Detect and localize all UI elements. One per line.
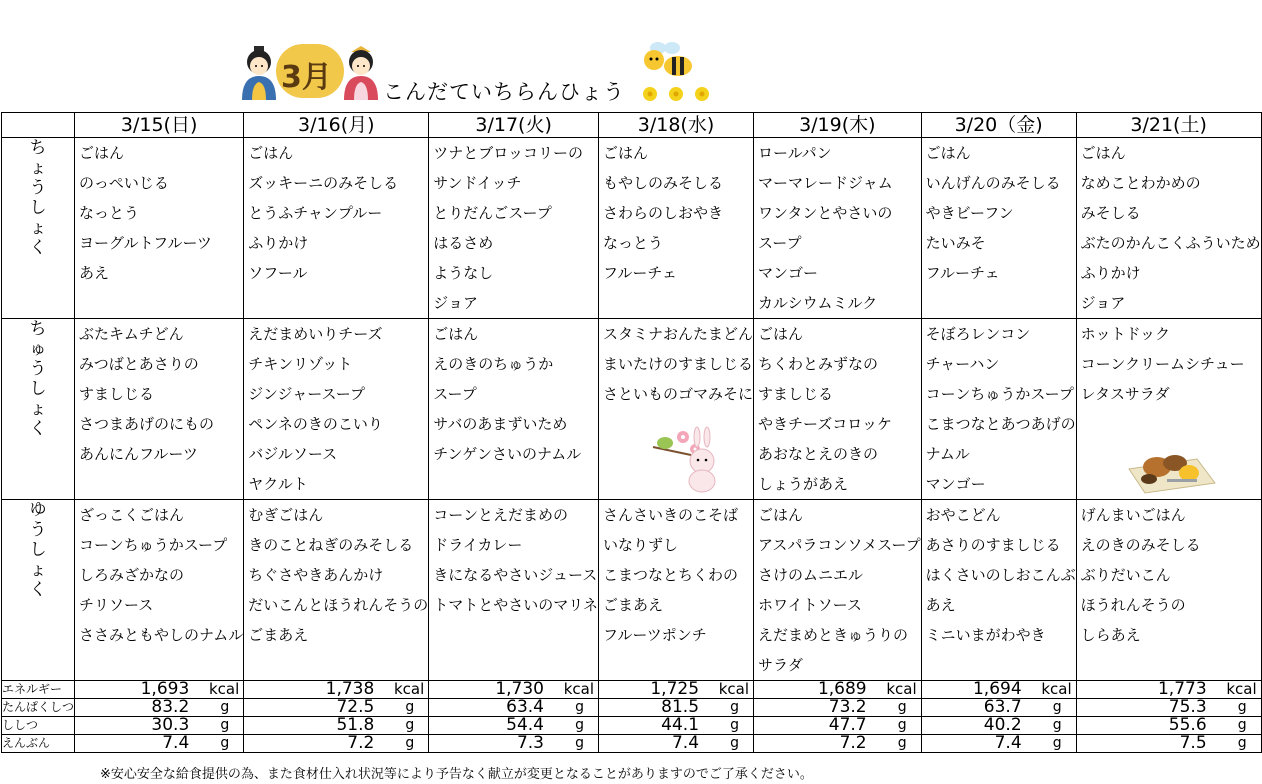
nutrition-cell: 40.2 g bbox=[921, 717, 1076, 735]
menu-cell bbox=[754, 319, 922, 500]
menu-cell bbox=[754, 138, 922, 319]
menu-item: さわらのしおやき bbox=[603, 204, 724, 222]
menu-item: げんまいごはん bbox=[1080, 506, 1186, 524]
menu-item: ヨーグルトフルーツ bbox=[79, 234, 212, 252]
month-badge-text: 3月 bbox=[281, 60, 332, 95]
menu-item: ペンネのきのこいり bbox=[248, 415, 383, 433]
menu-item: ホワイトソース bbox=[758, 596, 862, 614]
menu-item: きのことねぎのみそしる bbox=[248, 536, 414, 554]
nutrition-cell: 63.4 g bbox=[429, 699, 599, 717]
day-header-row bbox=[2, 113, 1262, 138]
menu-item: トマトとやさいのマリネ bbox=[433, 596, 598, 614]
hina-doll-icon bbox=[340, 44, 382, 102]
menu-item: ロールパン bbox=[758, 144, 832, 162]
menu-cell bbox=[1076, 319, 1261, 500]
menu-item: えだまめときゅうりの bbox=[758, 626, 909, 644]
menu-item: すましじる bbox=[758, 385, 834, 403]
menu-item: ホットドック bbox=[1080, 325, 1171, 343]
nutrition-cell: 7.4 g bbox=[75, 735, 244, 753]
menu-item: とうふチャンプルー bbox=[248, 204, 383, 222]
menu-item: さといものゴマみそに bbox=[603, 385, 754, 403]
menu-item: やきチーズコロッケ bbox=[758, 415, 892, 433]
nutrition-cell: 7.4 g bbox=[921, 735, 1076, 753]
nutrition-label: たんぱくしつ bbox=[2, 699, 75, 717]
menu-cell bbox=[1076, 500, 1261, 681]
nutrition-cell: 73.2 g bbox=[754, 699, 922, 717]
footnote: ※安心安全な給食提供の為、また食材仕入れ状況等により予告なく献立が変更となることがありますのでご了承ください。 bbox=[100, 767, 813, 782]
menu-item: いなりずし bbox=[603, 536, 679, 554]
bird-rabbit-illustration bbox=[649, 427, 729, 493]
menu-item: スープ bbox=[758, 234, 802, 252]
menu-item: だいこんとほうれんそうの bbox=[248, 596, 429, 614]
corner-cell bbox=[2, 113, 75, 138]
nutrition-row-energy bbox=[2, 681, 1262, 699]
menu-item: いんげんのみそしる bbox=[925, 174, 1061, 192]
menu-item: ごはん bbox=[79, 144, 125, 162]
nutrition-cell: 1,694 kcal bbox=[921, 681, 1076, 699]
nutrition-cell: 47.7 g bbox=[754, 717, 922, 735]
menu-item: えのきのちゅうか bbox=[433, 355, 554, 373]
nutrition-cell: 7.4 g bbox=[599, 735, 754, 753]
menu-item: まいたけのすましじる bbox=[603, 355, 754, 373]
menu-item: ごはん bbox=[603, 144, 649, 162]
nutrition-cell: 83.2 g bbox=[75, 699, 244, 717]
menu-item: ごはん bbox=[248, 144, 294, 162]
menu-cell bbox=[75, 138, 244, 319]
menu-item: はくさいのしおこんぶ bbox=[925, 566, 1076, 584]
menu-item: なっとう bbox=[603, 234, 664, 252]
menu-item: ごはん bbox=[925, 144, 971, 162]
nutrition-cell: 7.2 g bbox=[244, 735, 429, 753]
menu-item: ごはん bbox=[758, 325, 804, 343]
nutrition-label: エネルギー bbox=[2, 681, 75, 699]
menu-item: さんさいきのこそば bbox=[603, 506, 739, 524]
menu-item: むぎごはん bbox=[248, 506, 324, 524]
menu-table bbox=[1, 112, 1262, 753]
menu-item: レタスサラダ bbox=[1080, 385, 1170, 403]
nutrition-cell: 51.8 g bbox=[244, 717, 429, 735]
menu-cell bbox=[244, 500, 429, 681]
menu-item: ヤクルト bbox=[248, 475, 308, 493]
menu-cell bbox=[1076, 138, 1261, 319]
nutrition-cell: 1,773 kcal bbox=[1076, 681, 1261, 699]
menu-item: えのきのみそしる bbox=[1080, 536, 1201, 554]
menu-item: しらあえ bbox=[1080, 626, 1141, 644]
food-tray-illustration bbox=[1127, 439, 1217, 495]
menu-item: あえ bbox=[79, 264, 110, 282]
menu-cell bbox=[75, 500, 244, 681]
nutrition-cell: 7.3 g bbox=[429, 735, 599, 753]
menu-item: さけのムニエル bbox=[758, 566, 864, 584]
nutrition-row-protein bbox=[2, 699, 1262, 717]
menu-item: チキンリゾット bbox=[248, 355, 353, 373]
nutrition-cell: 75.3 g bbox=[1076, 699, 1261, 717]
menu-item: ソフール bbox=[248, 264, 308, 282]
menu-item: コーンクリームシチュー bbox=[1080, 355, 1245, 373]
menu-item: ジョア bbox=[1080, 294, 1126, 312]
menu-item: ナムル bbox=[925, 445, 970, 463]
menu-item: とりだんごスープ bbox=[433, 204, 552, 222]
bee-icon bbox=[636, 40, 726, 106]
menu-cell bbox=[599, 138, 754, 319]
menu-item: はるさめ bbox=[433, 234, 494, 252]
menu-item: ようなし bbox=[433, 264, 494, 282]
menu-item: おやこどん bbox=[925, 506, 1001, 524]
nutrition-cell: 72.5 g bbox=[244, 699, 429, 717]
menu-item: きになるやさいジュース bbox=[433, 566, 598, 584]
menu-cell bbox=[754, 500, 922, 681]
menu-item: スタミナおんたまどん bbox=[603, 325, 754, 343]
nutrition-label: えんぶん bbox=[2, 735, 75, 753]
menu-cell bbox=[244, 138, 429, 319]
menu-item: チリソース bbox=[79, 596, 154, 614]
day-header: 3/19(木) bbox=[754, 113, 922, 138]
header bbox=[0, 0, 1087, 112]
menu-item: ふりかけ bbox=[1080, 264, 1141, 282]
menu-cell bbox=[429, 500, 599, 681]
meal-row-dinner bbox=[2, 500, 1262, 681]
menu-item: あえ bbox=[925, 596, 956, 614]
menu-cell bbox=[921, 500, 1076, 681]
menu-item: サバのあまずいため bbox=[433, 415, 568, 433]
meal-label: ちょうしょく bbox=[2, 138, 75, 319]
menu-item: ごはん bbox=[758, 506, 804, 524]
menu-item: みそしる bbox=[1080, 204, 1141, 222]
nutrition-cell: 54.4 g bbox=[429, 717, 599, 735]
menu-item: コーンとえだまめの bbox=[433, 506, 568, 524]
menu-item: やきビーフン bbox=[925, 204, 1014, 222]
day-header: 3/20（金) bbox=[921, 113, 1076, 138]
nutrition-cell: 63.7 g bbox=[921, 699, 1076, 717]
menu-item: ごまあえ bbox=[603, 596, 664, 614]
menu-item: サラダ bbox=[758, 656, 803, 674]
nutrition-cell: 7.2 g bbox=[754, 735, 922, 753]
day-header: 3/15(日) bbox=[75, 113, 244, 138]
hina-doll-icon bbox=[238, 44, 280, 102]
menu-item: アスパラコンソメスープ bbox=[758, 536, 921, 554]
menu-item: ジョア bbox=[433, 294, 478, 312]
menu-item: ふりかけ bbox=[248, 234, 309, 252]
menu-cell bbox=[921, 319, 1076, 500]
menu-cell bbox=[244, 319, 429, 500]
menu-item: ツナとブロッコリーの bbox=[433, 144, 583, 162]
nutrition-row-salt bbox=[2, 735, 1262, 753]
menu-item: ごまあえ bbox=[248, 626, 309, 644]
menu-item: ぶたキムチどん bbox=[79, 325, 184, 343]
nutrition-cell: 30.3 g bbox=[75, 717, 244, 735]
menu-item: スープ bbox=[433, 385, 477, 403]
menu-item: そぼろレンコン bbox=[925, 325, 1031, 343]
nutrition-cell: 55.6 g bbox=[1076, 717, 1261, 735]
meal-label: ちゅうしょく bbox=[2, 319, 75, 500]
meal-row-lunch bbox=[2, 319, 1262, 500]
nutrition-cell: 81.5 g bbox=[599, 699, 754, 717]
menu-item: チンゲンさいのナムル bbox=[433, 445, 582, 463]
menu-item: あんにんフルーツ bbox=[79, 445, 198, 463]
menu-item: ズッキーニのみそしる bbox=[248, 174, 399, 192]
nutrition-row-fat bbox=[2, 717, 1262, 735]
menu-cell bbox=[429, 138, 599, 319]
nutrition-cell: 1,730 kcal bbox=[429, 681, 599, 699]
menu-item: ミニいまがわやき bbox=[925, 626, 1046, 644]
menu-item: カルシウムミルク bbox=[758, 294, 878, 312]
menu-item: ドライカレー bbox=[433, 536, 523, 554]
menu-cell bbox=[599, 500, 754, 681]
menu-item: ワンタンとやさいの bbox=[758, 204, 893, 222]
nutrition-cell: 7.5 g bbox=[1076, 735, 1261, 753]
menu-item: ちぐさやきあんかけ bbox=[248, 566, 384, 584]
menu-item: すましじる bbox=[79, 385, 155, 403]
menu-item: コーンちゅうかスープ bbox=[79, 536, 228, 554]
menu-item: しろみざかなの bbox=[79, 566, 185, 584]
menu-item: ごはん bbox=[1080, 144, 1126, 162]
menu-item: こまつなとあつあげの bbox=[925, 415, 1076, 433]
menu-item: ちくわとみずなの bbox=[758, 355, 879, 373]
page-title: こんだていちらんひょう bbox=[383, 80, 625, 104]
menu-cell bbox=[429, 319, 599, 500]
menu-item: さつまあげのにもの bbox=[79, 415, 215, 433]
menu-item: ささみともやしのナムル bbox=[79, 626, 244, 644]
menu-item: マンゴー bbox=[758, 264, 819, 282]
nutrition-cell: 1,689 kcal bbox=[754, 681, 922, 699]
day-header: 3/17(火) bbox=[429, 113, 599, 138]
nutrition-cell: 1,738 kcal bbox=[244, 681, 429, 699]
menu-item: えだまめいりチーズ bbox=[248, 325, 383, 343]
nutrition-cell: 44.1 g bbox=[599, 717, 754, 735]
menu-cell bbox=[921, 138, 1076, 319]
menu-item: サンドイッチ bbox=[433, 174, 522, 192]
menu-item: あおなとえのきの bbox=[758, 445, 879, 463]
meal-row-breakfast bbox=[2, 138, 1262, 319]
menu-item: ざっこくごはん bbox=[79, 506, 185, 524]
menu-item: なっとう bbox=[79, 204, 140, 222]
menu-item: ごはん bbox=[433, 325, 479, 343]
menu-item: マンゴー bbox=[925, 475, 986, 493]
menu-item: なめことわかめの bbox=[1080, 174, 1201, 192]
nutrition-label: ししつ bbox=[2, 717, 75, 735]
menu-item: マーマレードジャム bbox=[758, 174, 893, 192]
menu-item: みつばとあさりの bbox=[79, 355, 199, 373]
nutrition-cell: 1,693 kcal bbox=[75, 681, 244, 699]
day-header: 3/18(水) bbox=[599, 113, 754, 138]
menu-item: ジンジャースープ bbox=[248, 385, 365, 403]
menu-item: ぶりだいこん bbox=[1080, 566, 1171, 584]
menu-item: チャーハン bbox=[925, 355, 1000, 373]
menu-item: フルーチェ bbox=[603, 264, 677, 282]
menu-item: バジルソース bbox=[248, 445, 338, 463]
menu-item: のっぺいじる bbox=[79, 174, 169, 192]
menu-item: フルーチェ bbox=[925, 264, 1000, 282]
menu-item: ぶたのかんこくふういため bbox=[1080, 234, 1261, 252]
menu-item: コーンちゅうかスープ bbox=[925, 385, 1074, 403]
menu-item: こまつなとちくわの bbox=[603, 566, 739, 584]
menu-item: もやしのみそしる bbox=[603, 174, 724, 192]
menu-item: たいみそ bbox=[925, 234, 986, 252]
menu-cell bbox=[599, 319, 754, 500]
menu-item: フルーツポンチ bbox=[603, 626, 707, 644]
day-header: 3/16(月) bbox=[244, 113, 429, 138]
meal-label: ゆうしょく bbox=[2, 500, 75, 681]
menu-item: ほうれんそうの bbox=[1080, 596, 1186, 614]
menu-item: しょうがあえ bbox=[758, 475, 849, 493]
day-header: 3/21(土) bbox=[1076, 113, 1261, 138]
menu-cell bbox=[75, 319, 244, 500]
menu-item: あさりのすましじる bbox=[925, 536, 1061, 554]
nutrition-cell: 1,725 kcal bbox=[599, 681, 754, 699]
